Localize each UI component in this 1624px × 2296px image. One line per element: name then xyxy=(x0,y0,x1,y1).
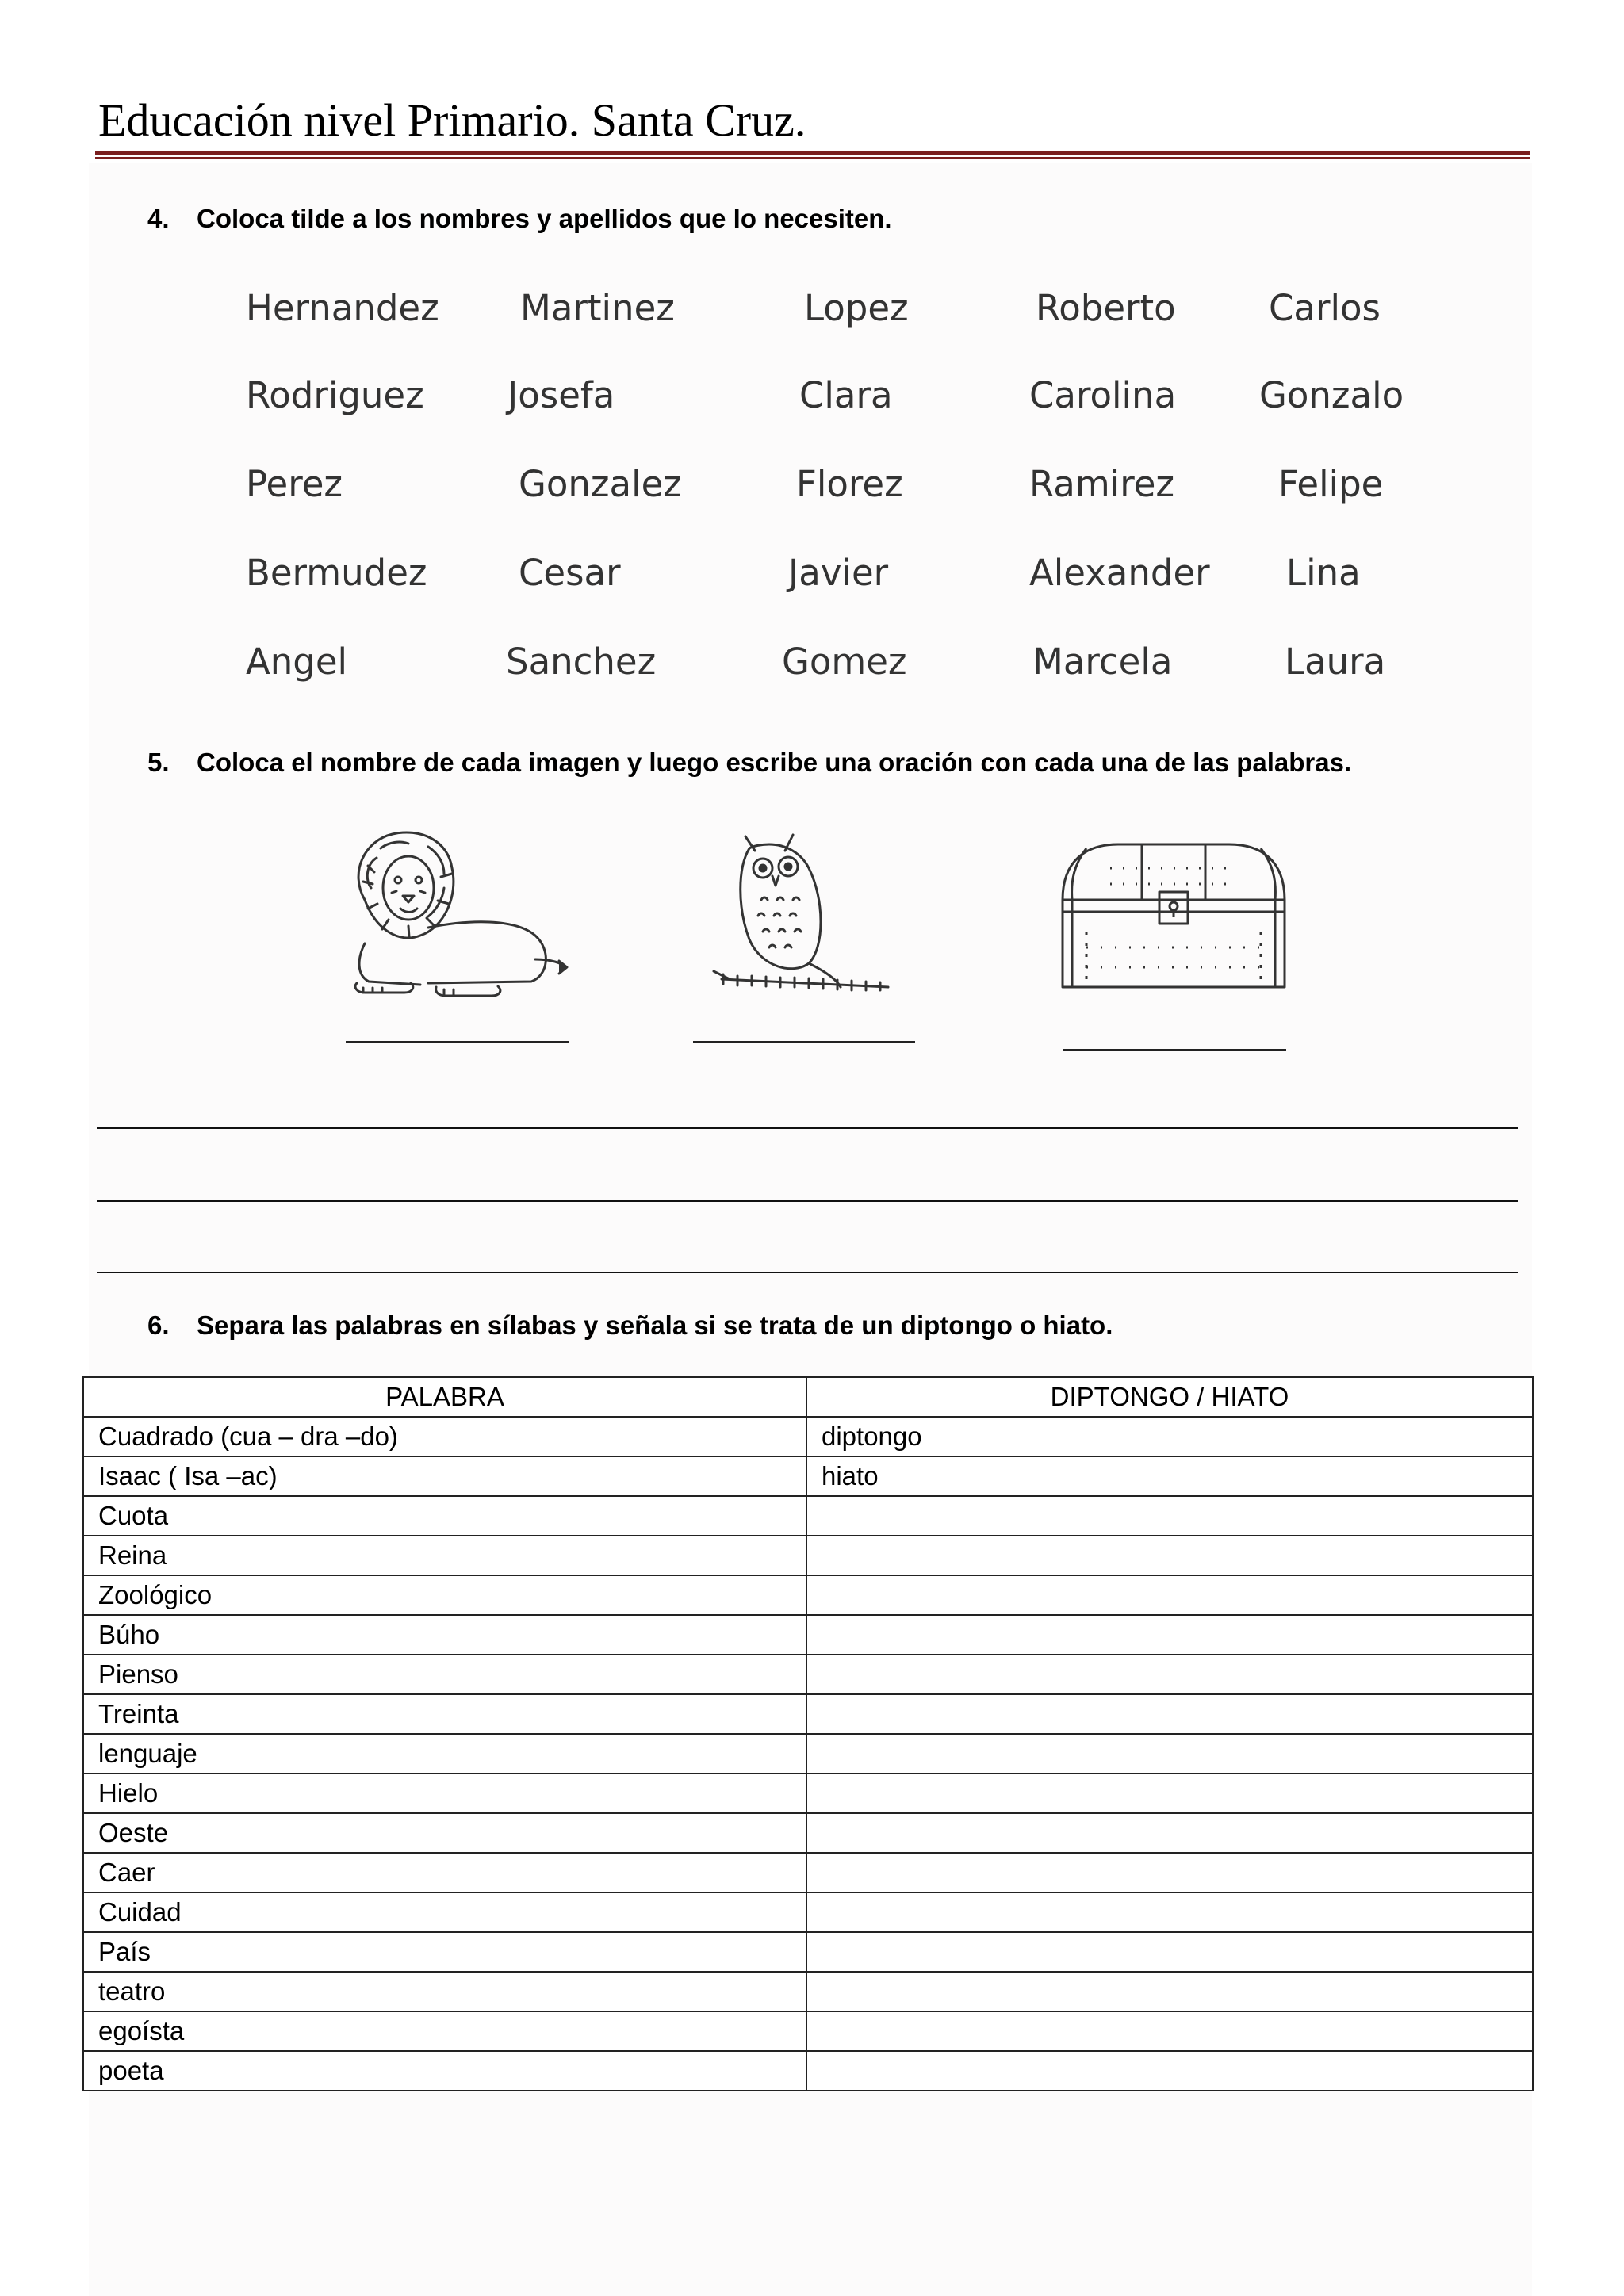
word-cell: Pienso xyxy=(83,1655,806,1694)
word-cell: Cuadrado (cua – dra –do) xyxy=(83,1417,806,1456)
name-word: Laura xyxy=(1285,641,1386,683)
name-word: Carolina xyxy=(1029,374,1177,416)
name-word: Marcela xyxy=(1032,641,1173,683)
name-word: Ramirez xyxy=(1029,463,1175,505)
classification-cell[interactable]: diptongo xyxy=(806,1417,1533,1456)
table-row xyxy=(83,1456,1533,1496)
header-divider-thin xyxy=(95,157,1530,159)
table-row xyxy=(83,1734,1533,1774)
name-word: Lina xyxy=(1286,552,1361,594)
name-word: Angel xyxy=(246,641,348,683)
question-number: 4. xyxy=(147,204,170,233)
syllable-table xyxy=(82,1376,1534,2091)
sentence-line[interactable] xyxy=(97,1272,1518,1273)
name-word: Gonzalez xyxy=(519,463,682,505)
table-row xyxy=(83,1496,1533,1536)
name-word: Perez xyxy=(246,463,343,505)
word-cell: egoísta xyxy=(83,2011,806,2051)
question-number: 5. xyxy=(147,748,170,777)
classification-cell[interactable] xyxy=(806,2011,1533,2051)
name-word: Hernandez xyxy=(246,287,439,329)
table-row xyxy=(83,1694,1533,1734)
word-cell: Treinta xyxy=(83,1694,806,1734)
classification-cell[interactable] xyxy=(806,1853,1533,1892)
lion-drawing xyxy=(333,825,571,1007)
table-row xyxy=(83,1417,1533,1456)
question-instruction: Coloca el nombre de cada imagen y luego escribe una oración con cada una de las palabras. xyxy=(197,748,1352,777)
word-cell: poeta xyxy=(83,2051,806,2091)
classification-cell[interactable] xyxy=(806,1575,1533,1615)
name-word: Carlos xyxy=(1269,287,1381,329)
header-divider xyxy=(95,151,1530,155)
classification-cell[interactable] xyxy=(806,1932,1533,1972)
classification-cell[interactable]: hiato xyxy=(806,1456,1533,1496)
name-word: Sanchez xyxy=(506,641,657,683)
name-word: Felipe xyxy=(1278,463,1384,505)
word-cell: Cuidad xyxy=(83,1892,806,1932)
table-row xyxy=(83,1774,1533,1813)
classification-cell[interactable] xyxy=(806,1536,1533,1575)
name-word: Lopez xyxy=(804,287,909,329)
column-header: PALABRA xyxy=(83,1377,806,1417)
classification-cell[interactable] xyxy=(806,1972,1533,2011)
question-instruction: Coloca tilde a los nombres y apellidos que lo necesiten. xyxy=(197,204,892,233)
word-cell: Isaac ( Isa –ac) xyxy=(83,1456,806,1496)
page-title: Educación nivel Primario. Santa Cruz. xyxy=(98,94,806,146)
name-word: Florez xyxy=(796,463,903,505)
classification-cell[interactable] xyxy=(806,1694,1533,1734)
name-word: Cesar xyxy=(519,552,621,594)
owl-drawing xyxy=(706,821,904,1003)
classification-cell[interactable] xyxy=(806,1615,1533,1655)
column-header: DIPTONGO / HIATO xyxy=(806,1377,1533,1417)
name-word: Alexander xyxy=(1029,552,1210,594)
classification-cell[interactable] xyxy=(806,1892,1533,1932)
table-header-row xyxy=(83,1377,1533,1417)
answer-line[interactable] xyxy=(1063,1049,1286,1051)
table-row xyxy=(83,2051,1533,2091)
name-word: Bermudez xyxy=(246,552,427,594)
name-word: Gomez xyxy=(782,641,907,683)
table-row xyxy=(83,1575,1533,1615)
word-cell: teatro xyxy=(83,1972,806,2011)
classification-cell[interactable] xyxy=(806,1496,1533,1536)
table-row xyxy=(83,1536,1533,1575)
word-cell: Zoológico xyxy=(83,1575,806,1615)
table-row xyxy=(83,1972,1533,2011)
sentence-line[interactable] xyxy=(97,1127,1518,1129)
name-word: Martinez xyxy=(520,287,675,329)
table-row xyxy=(83,1813,1533,1853)
treasure-chest-drawing xyxy=(1055,836,1293,995)
name-word: Josefa xyxy=(508,374,615,416)
word-cell: Reina xyxy=(83,1536,806,1575)
word-cell: lenguaje xyxy=(83,1734,806,1774)
question-instruction: Separa las palabras en sílabas y señala si se trata de un diptongo o hiato. xyxy=(197,1311,1113,1340)
table-row xyxy=(83,1892,1533,1932)
question-number: 6. xyxy=(147,1311,170,1340)
word-cell: Oeste xyxy=(83,1813,806,1853)
table-row xyxy=(83,1615,1533,1655)
table-row xyxy=(83,1655,1533,1694)
classification-cell[interactable] xyxy=(806,1813,1533,1853)
classification-cell[interactable] xyxy=(806,1655,1533,1694)
name-word: Roberto xyxy=(1036,287,1176,329)
classification-cell[interactable] xyxy=(806,2051,1533,2091)
word-cell: País xyxy=(83,1932,806,1972)
name-word: Clara xyxy=(799,374,893,416)
word-cell: Caer xyxy=(83,1853,806,1892)
table-row xyxy=(83,1853,1533,1892)
name-word: Javier xyxy=(788,552,889,594)
answer-line[interactable] xyxy=(693,1041,915,1043)
sentence-line[interactable] xyxy=(97,1200,1518,1202)
table-row xyxy=(83,1932,1533,1972)
word-cell: Búho xyxy=(83,1615,806,1655)
answer-line[interactable] xyxy=(346,1041,569,1043)
name-word: Rodriguez xyxy=(246,374,424,416)
classification-cell[interactable] xyxy=(806,1734,1533,1774)
classification-cell[interactable] xyxy=(806,1774,1533,1813)
name-word: Gonzalo xyxy=(1259,374,1404,416)
word-cell: Cuota xyxy=(83,1496,806,1536)
word-cell: Hielo xyxy=(83,1774,806,1813)
table-row xyxy=(83,2011,1533,2051)
